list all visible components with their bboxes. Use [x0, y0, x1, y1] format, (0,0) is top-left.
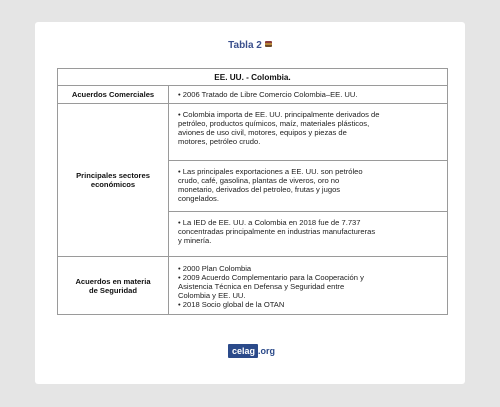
celag-logo [228, 344, 275, 358]
row-label: Acuerdos en materia de Seguridad [58, 257, 169, 315]
row-value [169, 104, 448, 161]
cell-line: • La IED de EE. UU. a Colombia en 2018 fue de 7.737 [178, 218, 361, 227]
cell-line: Asistencia Técnica en Defensa y Seguridad entre [178, 282, 345, 291]
row-label: Principales sectores económicos [58, 104, 169, 257]
cell-line: • 2009 Acuerdo Complementario para la Cooperación y [178, 273, 364, 282]
row-value [169, 257, 448, 315]
cell-line: y minería. [178, 236, 212, 245]
row-value [169, 212, 448, 257]
cell-line: motores, petróleo crudo. [178, 137, 261, 146]
row-value [169, 86, 448, 104]
table-header-row [58, 69, 448, 86]
cell-line: concentradas principalmente en industrias manufactureras [178, 227, 376, 236]
row-value [169, 161, 448, 212]
cell-line: petróleo, productos químicos, maíz, materiales plásticos, [178, 119, 370, 128]
table-title [35, 40, 465, 51]
content-card [35, 22, 465, 384]
cell-line: congelados. [178, 194, 219, 203]
cell-line: • Colombia importa de EE. UU. principalmente derivados de [178, 110, 380, 119]
cell-line: • 2006 Tratado de Libre Comercio Colombia–EE. UU. [178, 90, 358, 99]
cell-line: Colombia y EE. UU. [178, 291, 246, 300]
cell-line: • 2000 Plan Colombia [178, 264, 252, 273]
logo-tld: .org [258, 346, 276, 356]
cell-line: crudo, café, gasolina, plantas de viveros, oro no [178, 176, 340, 185]
cell-line: • 2018 Socio global de la OTAN [178, 300, 285, 309]
data-table [57, 68, 448, 315]
table-row [58, 104, 448, 161]
table-row [58, 86, 448, 104]
flag-icon [265, 41, 272, 47]
cell-line: aviones de uso civil, motores, equipos y piezas de [178, 128, 347, 137]
cell-line: • Las principales exportaciones a EE. UU. son petróleo [178, 167, 363, 176]
cell-line: monetario, derivados del petroleo, frutas y jugos [178, 185, 341, 194]
table-title-text: Tabla 2 [228, 40, 262, 51]
table-row [58, 257, 448, 315]
table-header: EE. UU. - Colombia. [58, 69, 448, 86]
logo-name: celag [228, 344, 258, 358]
row-label: Acuerdos Comerciales [58, 86, 169, 104]
